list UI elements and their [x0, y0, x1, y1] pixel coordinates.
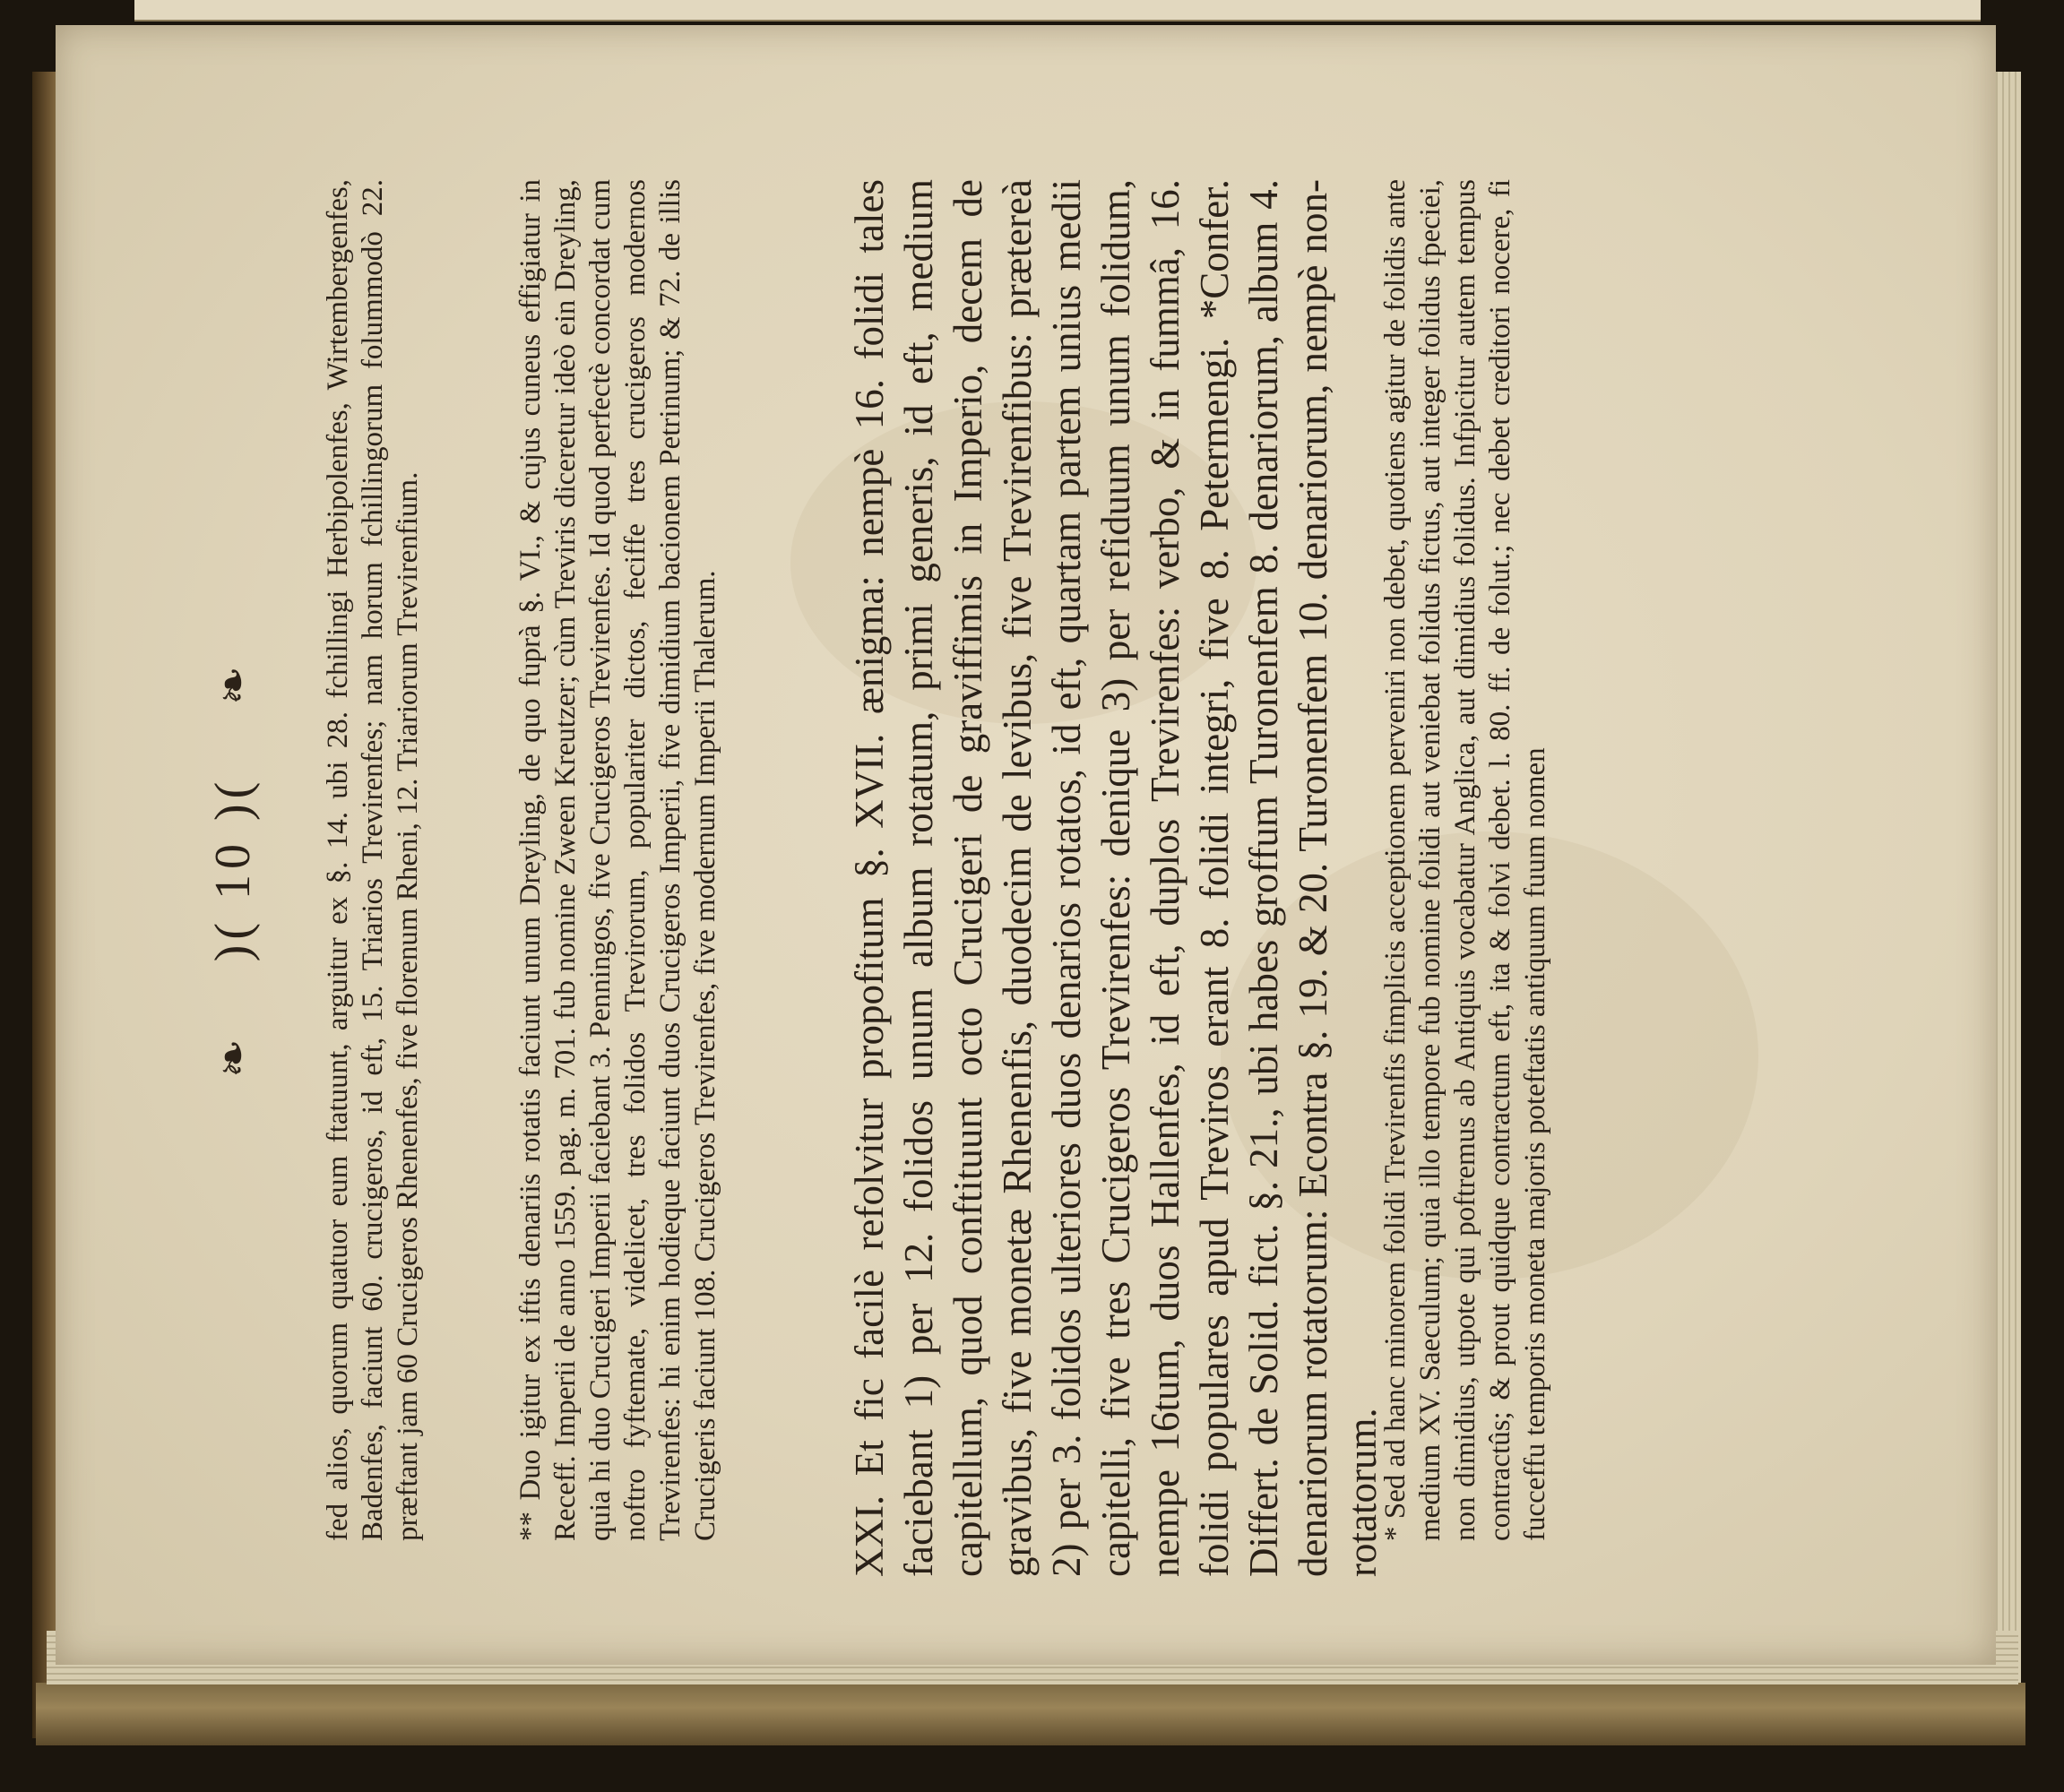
paragraph-1: fed alios, quorum quatuor eum ftatuunt, arguitur ex §. 14. ubi 28. fchillingi Herbipolenfes, Wirtembergenfes, Badenfes, faciunt 60. crucigeros, id eft, 15. Triarios Trevirenfes; nam horum fchillingorum folummodò 22. præftant jam 60 Crucigeros Rhenenfes, five florenum Rheni, 12. Triariorum Trevirenfium. [322, 179, 424, 1541]
page-header [204, 161, 267, 1577]
footnote-double-star: ** Duo igitur ex iftis denariis rotatis faciunt unum Dreyling, de quo fuprà §. VI., & cujus cuneus effigiatur in Receff. Imperii de anno 1559. pag. m. 701. fub nomine Zween Kreutzer; cùm Treviris diceretur ideò ein Dreyling, quia hi duo Crucigeri Imperii faciebant 3. Penningos, five Crucigeros Trevirenfes. Id quod perfectè concordat cum noftro fyftemate, videlicet, tres folidos Trevirorum, populariter dictos, feciffe tres crucigeros modernos Trevirenfes: hi enim hodieque faciunt duos Crucigeros Imperii, five dimidium bacionem Petrinum; & 72. de illis Crucigeris faciunt 108. Crucigeros Trevirenfes, five modernum Imperii Thalerum. [514, 179, 721, 1541]
book-cover-edge [36, 1683, 2025, 1745]
rotated-text-block [204, 161, 1602, 1577]
previous-page-edge [134, 0, 1981, 22]
page-number: )( 10 )( [205, 776, 261, 962]
ornament-left-icon: ❧ [209, 1033, 260, 1078]
footnote-star: * Sed ad hanc minorem folidi Trevirenfis fimplicis acceptionem perveniri non debet, quotiens agitur de folidis ante medium XV. Saeculum; quia illo tempore fub nomine folidi aut veniebat folidus fictus, aut integer folidus fpeciei, non dimidius, utpote qui poftremus ab Antiquis vocabatur Anglica, aut dimidius folidus. Infpicitur autem tempus contractûs; & prout quidque contractum eft, ita & folvi debet. l. 80. ff. de folut.; nec debet creditori nocere, fi fucceffu temporis moneta majoris poteftatis antiquum fuum nomen [1379, 179, 1551, 1541]
ornament-right-icon: ❧ [209, 660, 260, 705]
section-xxi: XXI. Et fic facilè refolvitur propofitum §. XVII. ænigma: nempè 16. folidi tales faciebant 1) per 12. folidos unum album rotatum, primi generis, id eft, medium capitellum, quod conftituunt octo Crucigeri de graviffimis in Imperio, decem de gravibus, five monetæ Rhenenfis, duodecim de levibus, five Trevirenfibus: prætereà 2) per 3. folidos ulteriores duos denarios rotatos, id eft, quartam partem unius medii capitelli, five tres Crucigeros Trevirenfes: denique 3) per refiduum unum folidum, nempe 16tum, duos Hallenfes, id eft, duplos Trevirenfes: verbo, & in fummâ, 16. folidi populares apud Treviros erant 8. folidi integri, five 8. Petermengi. *Confer. Differt. de Solid. fict. §. 21., ubi habes groffum Turonenfem 8. denariorum, album 4. denariorum rotatorum: Econtra §. 19. & 20. Turonenfem 10. denariorum, nempè non-rotatorum. [847, 179, 1385, 1577]
